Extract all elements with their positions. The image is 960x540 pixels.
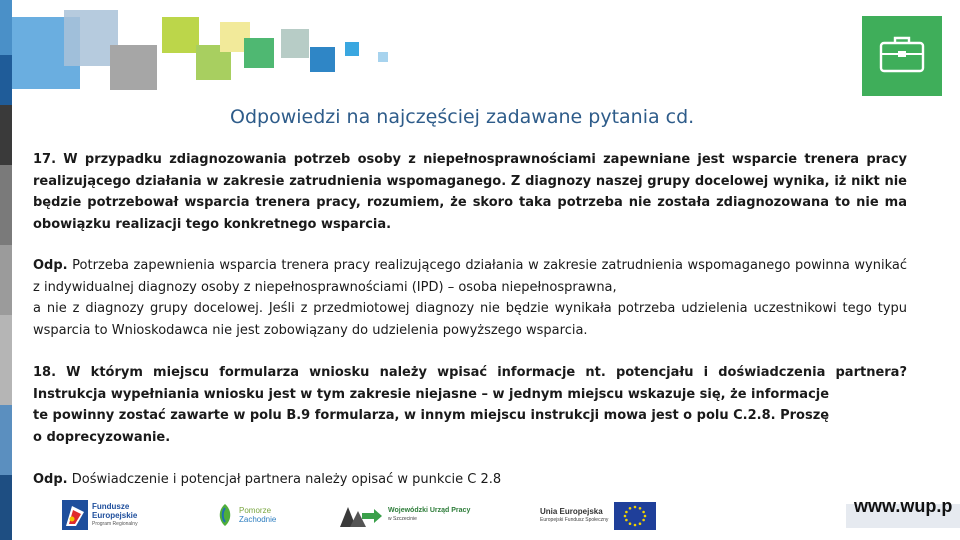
answer-label: Odp.: [33, 258, 68, 273]
answer-18: [33, 469, 907, 491]
deco-square: [378, 52, 388, 62]
qa-content: [33, 149, 907, 491]
logo-wup-szczecin: [338, 501, 470, 529]
strip-segment: [0, 475, 12, 540]
briefcase-badge: [862, 16, 942, 96]
question-18-line2: te powinny zostać zawarte w polu B.9 formularza, w innym miejscu instrukcji mowa jest o polu C.2.8. Proszę: [33, 408, 830, 423]
logo4-line1: Unia Europejska: [540, 507, 603, 516]
deco-square: [244, 38, 274, 68]
logo3-line2: w Szczecinie: [388, 516, 417, 522]
strip-segment: [0, 405, 12, 475]
answer-text: Potrzeba zapewnienia wsparcia trenera pracy realizującego działania w zakresie zatrudnienia wspomaganego powinna wynikać z indywidualnej diagnozy osoby z niepełnosprawnościami (IPD) – osoba niepełnosprawna,: [33, 258, 907, 295]
strip-segment: [0, 55, 12, 105]
logo-pomorze-zachodnie: [214, 502, 276, 528]
deco-square: [281, 29, 309, 58]
strip-segment: [0, 165, 12, 245]
answer-17: [33, 255, 907, 298]
deco-square: [345, 42, 359, 56]
answer-text: Doświadczenie i potencjał partnera należy opisać w punkcie C 2.8: [71, 472, 502, 487]
question-18-line3: o doprecyzowanie.: [33, 429, 171, 445]
logo1-line2: Europejskie: [92, 510, 138, 520]
question-17: 17. W przypadku zdiagnozowania potrzeb osoby z niepełnosprawnościami zapewniane jest wsparcie trenera pracy realizującego działania w zakresie zatrudnienia wspomaganego. Z diagnozy naszej grupy docelowej wynika, iż nikt nie będzie potrzebował wsparcia trenera pracy, rozumiem, że skoro taka potrzeba nie została zdiagnozowana to nie ma obowiązku realizacji tego konkretnego wsparcia.: [33, 152, 907, 232]
pomorze-logo-icon: [214, 502, 236, 528]
strip-segment: [0, 105, 12, 165]
fe-logo-icon: [62, 500, 88, 530]
logo1-line1: Fundusze: [92, 501, 130, 511]
logo4-line2: Europejski Fundusz Społeczny: [540, 517, 609, 523]
briefcase-icon: [877, 34, 927, 79]
strip-segment: [0, 315, 12, 405]
answer-label: Odp.: [33, 472, 68, 487]
deco-square: [162, 17, 199, 53]
eu-flag-icon: [614, 502, 656, 530]
logo-unia-europejska: [540, 502, 656, 530]
logo1-line3: Program Regionalny: [92, 520, 138, 527]
answer-17-continued: a nie z diagnozy grupy docelowej. Jeśli z przedmiotowej diagnozy nie będzie wynikała potrzeba udzielenia uczestnikowi tego typu wsparcia to Wnioskodawca nie jest zobowiązany do udzielenia powyższego wsparcia.: [33, 301, 907, 338]
page-title: Odpowiedzi na najczęściej zadawane pytania cd.: [230, 106, 695, 128]
logo2-line1: Pomorze: [239, 506, 272, 515]
url-text: www.wup.p: [854, 496, 953, 516]
wup-logo-icon: [338, 501, 384, 529]
logo2-line2: Zachodnie: [239, 515, 277, 524]
logo3-line1: Wojewódzki Urząd Pracy: [388, 507, 471, 514]
strip-segment: [0, 0, 12, 55]
strip-segment: [0, 245, 12, 315]
deco-square: [110, 45, 157, 90]
website-url: [846, 496, 960, 540]
logo-fundusze-europejskie: [62, 500, 138, 530]
question-18: 18. W którym miejscu formularza wniosku należy wpisać informacje nt. potencjału i doświadczenia partnera? Instrukcja wypełniania wniosku jest w tym zakresie niejasne – w jednym miejscu wskazuje się, że informacje: [33, 365, 907, 402]
deco-square: [310, 47, 335, 72]
